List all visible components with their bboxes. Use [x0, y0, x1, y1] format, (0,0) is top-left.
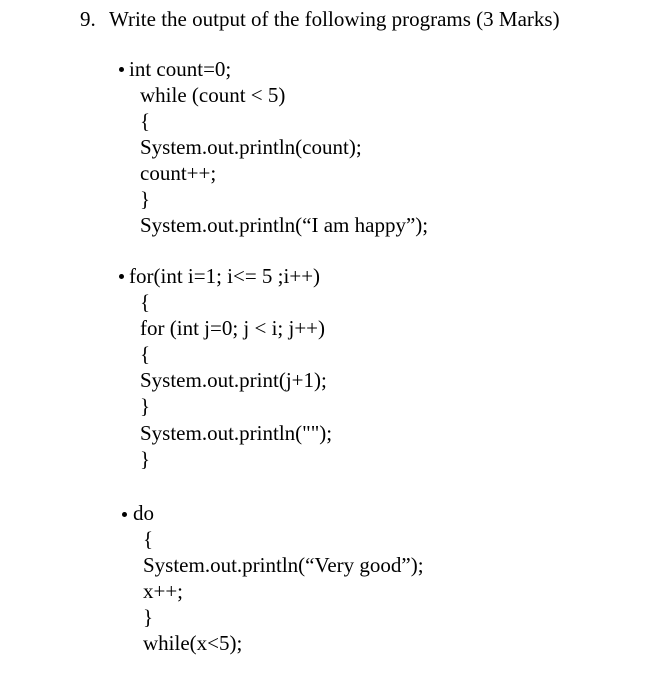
bullet-icon	[122, 512, 127, 517]
code-line: System.out.print(j+1);	[140, 368, 327, 392]
code-line: System.out.println(“I am happy”);	[140, 213, 429, 237]
question-number: 9.	[80, 7, 96, 31]
code-line: }	[140, 187, 151, 211]
code-line: System.out.println(count);	[140, 135, 362, 159]
code-line: while(x<5);	[143, 631, 243, 655]
code-line: System.out.println("");	[140, 421, 333, 445]
code-line: do	[133, 501, 154, 525]
code-line: x++;	[143, 579, 184, 603]
code-line: }	[143, 605, 154, 629]
code-line: count++;	[140, 161, 217, 185]
code-line: System.out.println(“Very good”);	[143, 553, 424, 577]
question-text: Write the output of the following programs (3 Marks)	[109, 7, 560, 31]
code-line: int count=0;	[129, 57, 232, 81]
code-line: }	[140, 394, 151, 418]
code-line: {	[140, 290, 151, 314]
code-line: }	[140, 447, 151, 471]
bullet-icon	[119, 274, 124, 279]
code-line: {	[140, 109, 151, 133]
code-line: {	[140, 342, 151, 366]
code-line: for (int j=0; j < i; j++)	[140, 316, 326, 340]
code-line: {	[143, 527, 154, 551]
code-line: for(int i=1; i<= 5 ;i++)	[129, 264, 321, 288]
code-line: while (count < 5)	[140, 83, 286, 107]
bullet-icon	[119, 67, 124, 72]
